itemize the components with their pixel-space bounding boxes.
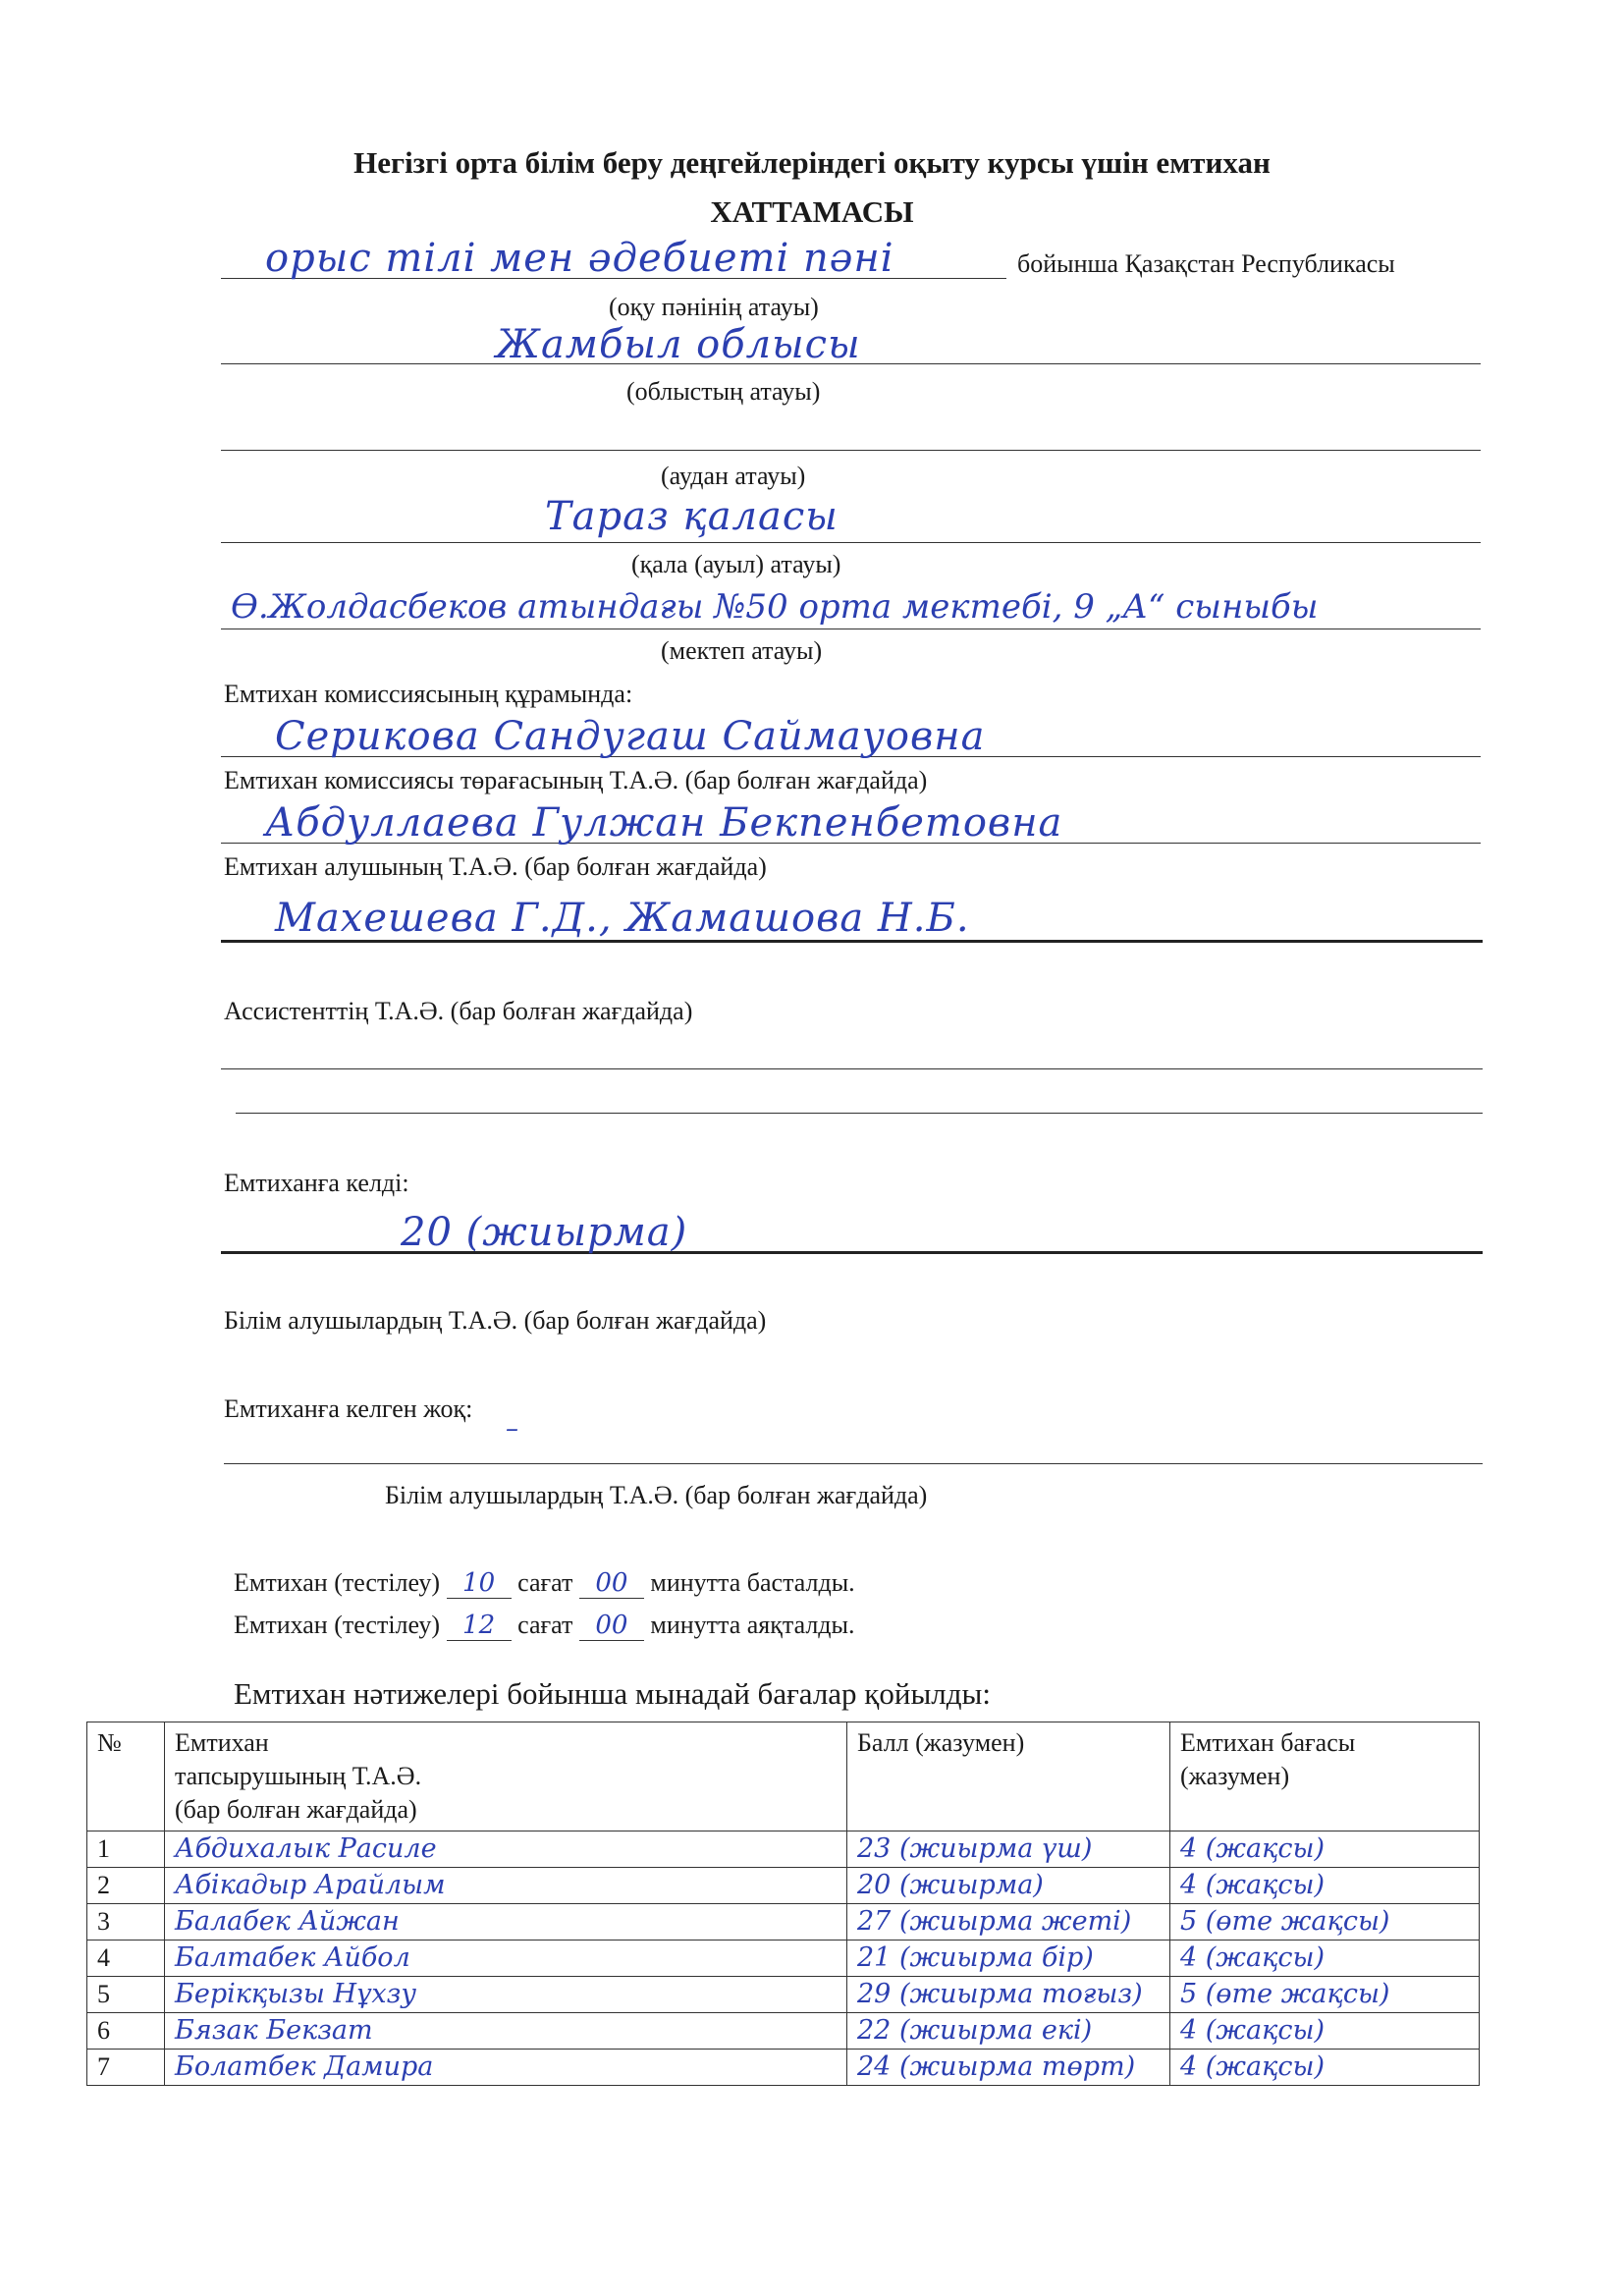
col-grade-header-line1: Емтихан бағасы [1180, 1728, 1356, 1757]
table-row [87, 2013, 1480, 2050]
student-ball: 20 (жиырма) [847, 1868, 1170, 1904]
row-number: 7 [87, 2050, 165, 2086]
student-ball: 22 (жиырма екі) [847, 2013, 1170, 2050]
row-number: 1 [87, 1831, 165, 1868]
col-grade-header-line2: (жазумен) [1180, 1762, 1290, 1790]
student-grade: 5 (өте жақсы) [1170, 1977, 1480, 2013]
student-grade: 4 (жақсы) [1170, 1831, 1480, 1868]
end-hour: 12 [447, 1611, 512, 1641]
student-name: Абікадыр Арайлым [165, 1868, 847, 1904]
student-name: Абдихалык Расиле [165, 1831, 847, 1868]
col-name-header-line2: тапсырушының Т.А.Ә. [175, 1762, 422, 1790]
table-row [87, 1831, 1480, 1868]
absent-line [224, 1463, 1483, 1464]
col-grade-header [1170, 1722, 1480, 1831]
student-name: Болатбек Дамира [165, 2050, 847, 2086]
assistant-caption: Ассистенттің Т.А.Ә. (бар болған жағдайда) [224, 997, 693, 1025]
student-grade: 5 (өте жақсы) [1170, 1904, 1480, 1941]
student-ball: 21 (жиырма бір) [847, 1941, 1170, 1977]
start-prefix: Емтихан (тестілеу) [234, 1568, 441, 1597]
col-number-header: № [87, 1722, 165, 1831]
student-name: Бязак Бекзат [165, 2013, 847, 2050]
results-heading: Емтихан нәтижелері бойынша мынадай бағалар қойылды: [234, 1676, 991, 1711]
came-value: 20 (жиырма) [401, 1210, 688, 1255]
student-grade: 4 (жақсы) [1170, 2013, 1480, 2050]
school-value: Ө.Жолдасбеков атындағы №50 орта мектебі, 9 „А“ сыныбы [231, 587, 1319, 627]
city-value: Тараз қаласы [545, 494, 839, 539]
table-row [87, 1941, 1480, 1977]
came-label: Емтиханға келді: [224, 1169, 409, 1197]
row-number: 2 [87, 1868, 165, 1904]
subject-caption: (оқу пәнінің атауы) [609, 293, 819, 321]
district-caption: (аудан атауы) [661, 462, 806, 490]
student-ball: 29 (жиырма тоғыз) [847, 1977, 1170, 2013]
absent-value: – [506, 1414, 519, 1444]
student-ball: 24 (жиырма төрт) [847, 2050, 1170, 2086]
city-caption: (қала (ауыл) атауы) [631, 550, 841, 578]
document-subtitle: ХАТТАМАСЫ [710, 194, 914, 229]
assistant-line-2 [236, 1113, 1483, 1114]
table-row [87, 2050, 1480, 2086]
examiners-value: Махешева Г.Д., Жамашова Н.Б. [275, 896, 970, 941]
col-ball-header: Балл (жазумен) [847, 1722, 1170, 1831]
end-suffix: минутта аяқталды. [650, 1611, 855, 1639]
examiner-value: Абдуллаева Гулжан Бекпенбетовна [265, 800, 1063, 846]
end-prefix: Емтихан (тестілеу) [234, 1611, 441, 1639]
district-line [221, 450, 1481, 451]
absent-label: Емтиханға келген жоқ: [224, 1394, 473, 1423]
chair-value: Серикова Сандугаш Саймауовна [275, 714, 986, 759]
student-ball: 23 (жиырма үш) [847, 1831, 1170, 1868]
region-caption: (облыстың атауы) [626, 377, 821, 406]
table-row [87, 1904, 1480, 1941]
row-number: 3 [87, 1904, 165, 1941]
start-hour-word: сағат [517, 1568, 573, 1597]
row-number: 6 [87, 2013, 165, 2050]
end-min: 00 [579, 1611, 644, 1641]
chair-caption: Емтихан комиссиясы төрағасының Т.А.Ә. (бар болған жағдайда) [224, 766, 928, 794]
results-header-row [87, 1722, 1480, 1831]
start-time-row [234, 1568, 855, 1599]
examiner-caption: Емтихан алушының Т.А.Ә. (бар болған жағдайда) [224, 852, 767, 881]
table-row [87, 1868, 1480, 1904]
absent-caption: Білім алушылардың Т.А.Ә. (бар болған жағдайда) [385, 1481, 928, 1509]
document-title: Негізгі орта білім беру деңгейлеріндегі оқыту курсы үшін емтихан [353, 145, 1271, 180]
subject-value: орыс тілі мен әдебиеті пәні [265, 236, 894, 281]
start-min: 00 [579, 1568, 644, 1599]
student-ball: 27 (жиырма жеті) [847, 1904, 1170, 1941]
subject-suffix: бойынша Қазақстан Республикасы [1017, 249, 1395, 278]
student-name: Балтабек Айбол [165, 1941, 847, 1977]
start-suffix: минутта басталды. [650, 1568, 855, 1597]
assistant-line-1 [221, 1068, 1483, 1069]
student-grade: 4 (жақсы) [1170, 1868, 1480, 1904]
col-name-header-line1: Емтихан [175, 1728, 269, 1757]
student-name: Балабек Айжан [165, 1904, 847, 1941]
students-caption: Білім алушылардың Т.А.Ә. (бар болған жағдайда) [224, 1306, 767, 1335]
end-hour-word: сағат [517, 1611, 573, 1639]
row-number: 4 [87, 1941, 165, 1977]
results-table [86, 1722, 1480, 2086]
start-hour: 10 [447, 1568, 512, 1599]
commission-label: Емтихан комиссиясының құрамында: [224, 680, 633, 708]
col-name-header-line3: (бар болған жағдайда) [175, 1795, 417, 1824]
school-caption: (мектеп атауы) [661, 636, 823, 665]
table-row [87, 1977, 1480, 2013]
student-name: Берікқызы Нұхзу [165, 1977, 847, 2013]
student-grade: 4 (жақсы) [1170, 1941, 1480, 1977]
col-name-header [165, 1722, 847, 1831]
city-line [221, 542, 1481, 543]
end-time-row [234, 1611, 855, 1641]
row-number: 5 [87, 1977, 165, 2013]
region-value: Жамбыл облысы [496, 322, 861, 367]
student-grade: 4 (жақсы) [1170, 2050, 1480, 2086]
